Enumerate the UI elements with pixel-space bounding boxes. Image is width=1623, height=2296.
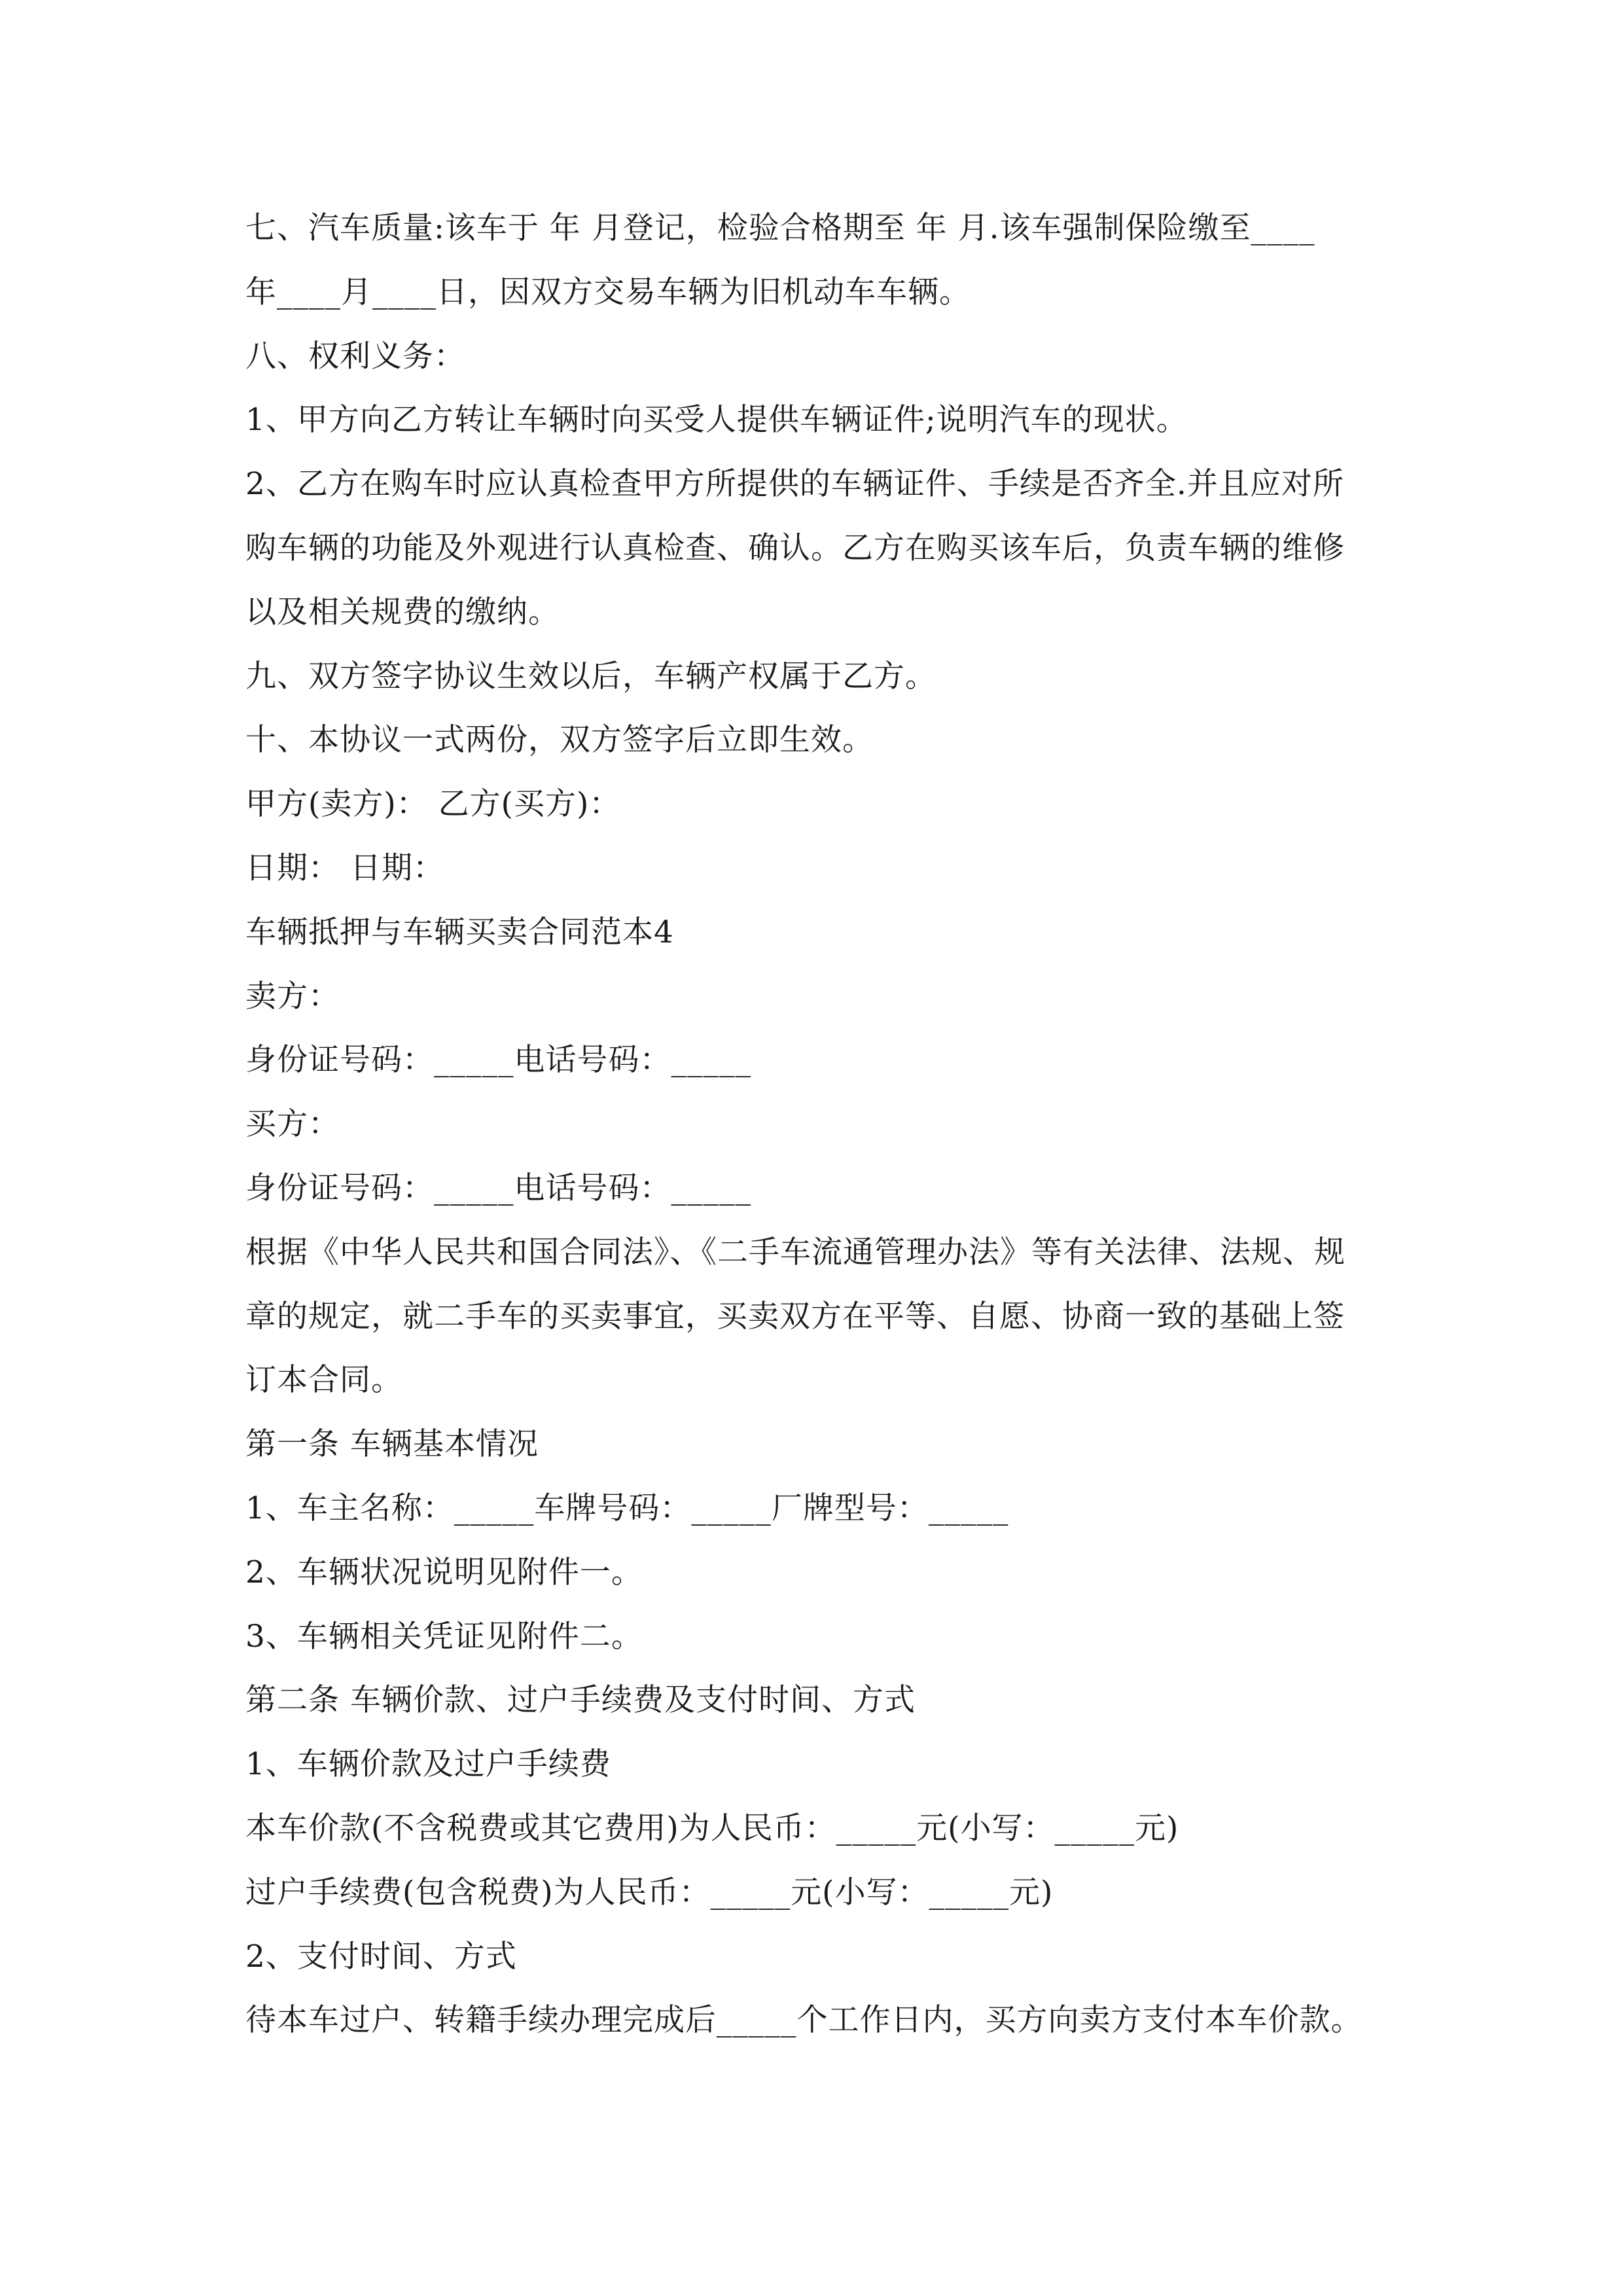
text-line: 章的规定，就二手车的买卖事宜，买卖双方在平等、自愿、协商一致的基础上签 (245, 1298, 1345, 1335)
article-heading: 第一条 车辆基本情况 (245, 1426, 539, 1463)
text-line: 购车辆的功能及外观进行认真检查、确认。乙方在购买该车后，负责车辆的维修 (245, 529, 1345, 566)
text-line: 2、乙方在购车时应认真检查甲方所提供的车辆证件、手续是否齐全.并且应对所 (245, 466, 1344, 503)
text-line: 本车价款(不含税费或其它费用)为人民币：_____元(小写：_____元) (245, 1810, 1179, 1846)
text-line: 1、车主名称：_____车牌号码：_____厂牌型号：_____ (245, 1490, 1009, 1526)
article-heading: 第二条 车辆价款、过户手续费及支付时间、方式 (245, 1682, 916, 1719)
text-line: 待本车过户、转籍手续办理完成后_____个工作日内，买方向卖方支付本车价款。 (245, 2002, 1363, 2039)
contract-title: 车辆抵押与车辆买卖合同范本4 (245, 914, 674, 950)
text-line: 订本合同。 (245, 1362, 402, 1399)
buyer-id-phone: 身份证号码：_____电话号码：_____ (245, 1170, 751, 1206)
buyer-label: 买方： (245, 1106, 340, 1143)
text-line: 十、本协议一式两份，双方签字后立即生效。 (245, 722, 874, 759)
seller-label: 卖方： (245, 978, 340, 1014)
text-line: 2、车辆状况说明见附件一。 (245, 1554, 643, 1590)
text-line: 2、支付时间、方式 (245, 1938, 517, 1975)
text-line: 根据《中华人民共和国合同法》、《二手车流通管理办法》等有关法律、法规、规 (245, 1234, 1346, 1270)
text-line: 1、甲方向乙方转让车辆时向买受人提供车辆证件;说明汽车的现状。 (245, 402, 1188, 439)
text-line: 过户手续费(包含税费)为人民币：_____元(小写：_____元) (245, 1874, 1054, 1910)
text-line: 以及相关规费的缴纳。 (245, 594, 560, 630)
signature-line: 甲方(卖方)： 乙方(买方)： (245, 786, 621, 823)
text-line: 3、车辆相关凭证见附件二。 (245, 1618, 643, 1655)
document-body (245, 196, 1397, 2053)
text-line: 1、车辆价款及过户手续费 (245, 1746, 611, 1783)
seller-id-phone: 身份证号码：_____电话号码：_____ (245, 1042, 751, 1079)
text-line: 七、汽车质量:该车于 年 月登记，检验合格期至 年 月.该车强制保险缴至____ (245, 210, 1315, 246)
text-line: 九、双方签字协议生效以后，车辆产权属于乙方。 (245, 658, 936, 694)
text-line: 年____月____日，因双方交易车辆为旧机动车车辆。 (245, 274, 971, 310)
date-line: 日期： 日期： (245, 850, 444, 886)
section-heading: 八、权利义务： (245, 338, 465, 374)
